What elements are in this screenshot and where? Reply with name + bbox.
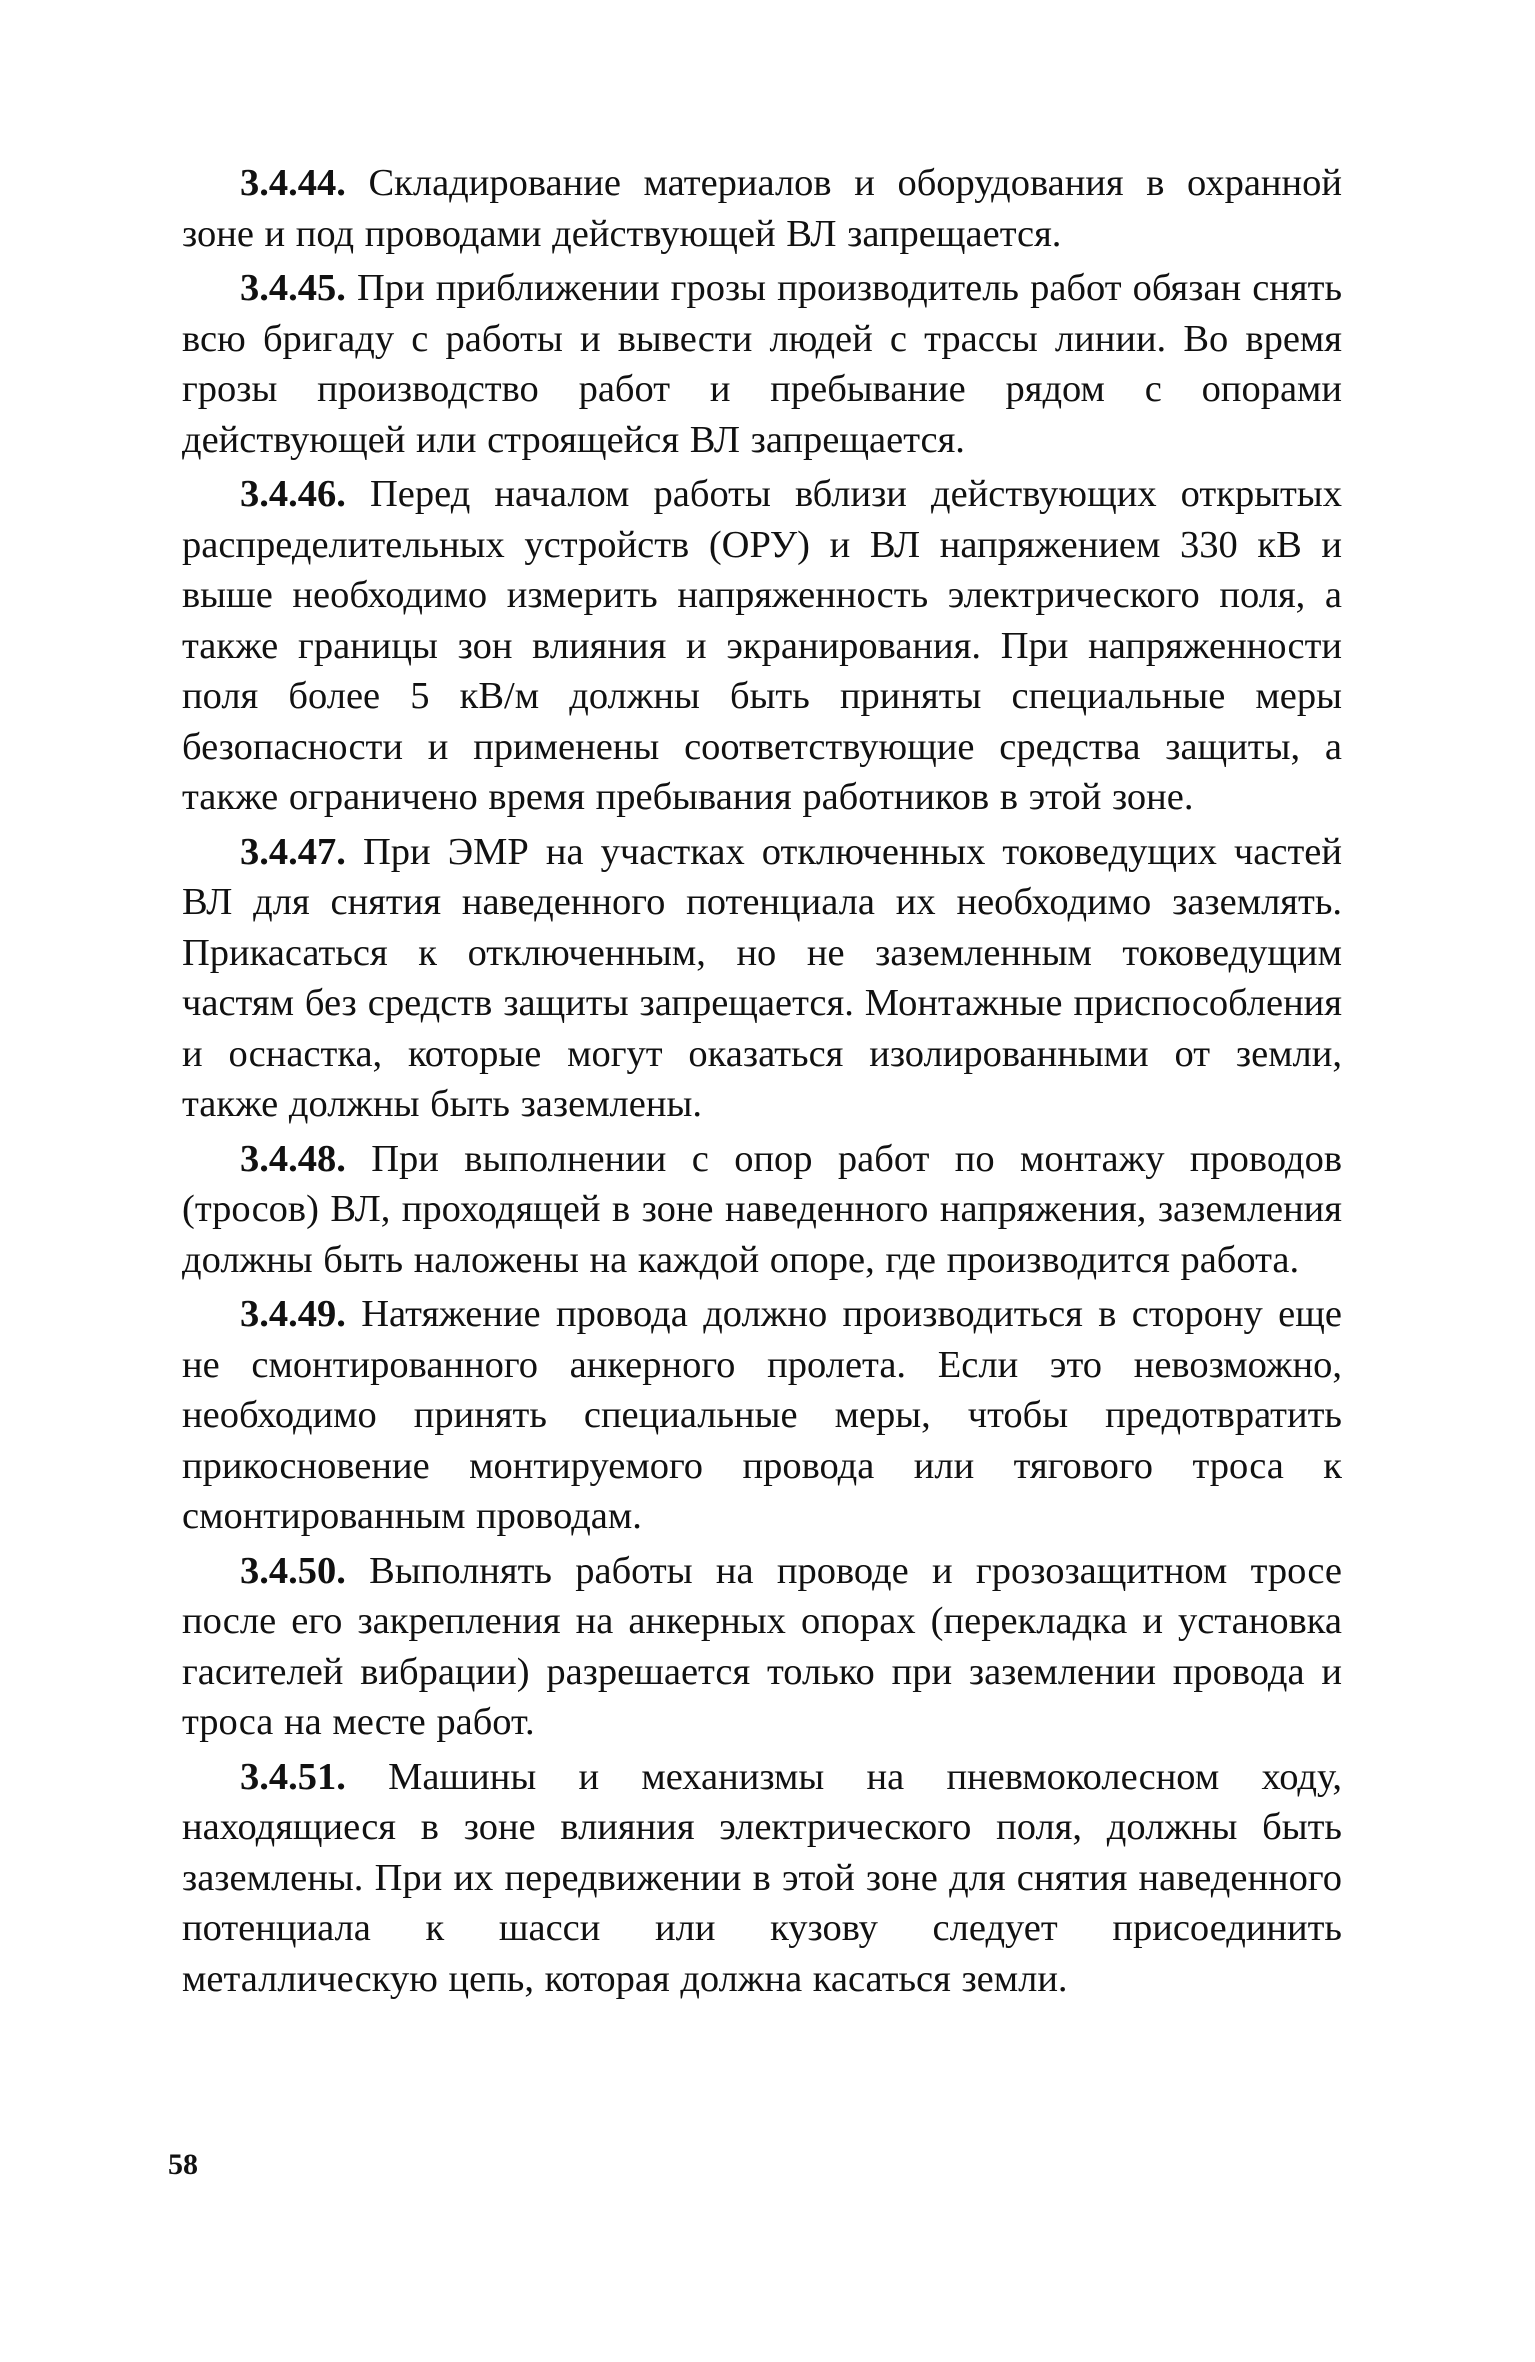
paragraph-text: Складирование материалов и оборудования в охранной зоне и под проводами действующей ВЛ запрещается. — [182, 162, 1342, 255]
paragraph-number: 3.4.47. — [240, 830, 346, 873]
paragraph-number: 3.4.46. — [240, 473, 346, 515]
paragraph-text: При выполнении с опор работ по монтажу проводов (тросов) ВЛ, проходящей в зоне наведенного напряжения, заземления должны быть наложены на каждой опоре, где производится работа. — [182, 1137, 1342, 1281]
paragraph-3-4-50 — [182, 1546, 1342, 1748]
paragraph-number: 3.4.44. — [240, 162, 346, 204]
paragraph-text: При приближении грозы производитель работ обязан снять всю бригаду с работы и вывести людей с трассы линии. Во время грозы производство работ и пребывание рядом с опорами действующей или строящейся ВЛ запрещается. — [182, 267, 1342, 461]
paragraph-text: Выполнять работы на проводе и грозозащитном тросе после его закрепления на анкерных опорах (перекладка и установка гасителей вибрации) разрешается только при заземлении провода и троса на месте работ. — [182, 1549, 1342, 1743]
paragraph-number: 3.4.50. — [240, 1549, 346, 1592]
paragraph-3-4-47 — [182, 827, 1342, 1130]
paragraph-number: 3.4.45. — [240, 267, 346, 309]
paragraph-3-4-46 — [182, 469, 1342, 823]
paragraph-3-4-44 — [182, 158, 1342, 259]
paragraph-3-4-48 — [182, 1134, 1342, 1286]
paragraph-3-4-49 — [182, 1289, 1342, 1542]
paragraph-3-4-45 — [182, 263, 1342, 465]
paragraph-text: При ЭМР на участках отключенных токоведущих частей ВЛ для снятия наведенного потенциала их необходимо заземлять. Прикасаться к отключенным, но не заземленным токоведущим частям без средств защиты запрещается. Монтажные приспособления и оснастка, которые могут оказаться изолированными от земли, также должны быть заземлены. — [182, 830, 1342, 1125]
paragraph-number: 3.4.49. — [240, 1293, 346, 1335]
document-page — [182, 158, 1342, 2008]
paragraph-number: 3.4.51. — [240, 1755, 346, 1798]
paragraph-number: 3.4.48. — [240, 1137, 346, 1180]
paragraph-text: Машины и механизмы на пневмоколесном ходу, находящиеся в зоне влияния электрического поля, должны быть заземлены. При их передвижении в этой зоне для снятия наведенного потенциала к шасси или кузову следует присоединить металлическую цепь, которая должна касаться земли. — [182, 1755, 1342, 2000]
paragraph-text: Перед началом работы вблизи действующих открытых распределительных устройств (ОРУ) и ВЛ напряжением 330 кВ и выше необходимо измерить напряженность электрического поля, а также границы зон влияния и экранирования. При напряженности поля более 5 кВ/м должны быть приняты специальные меры безопасности и применены соответствующие средства защиты, а также ограничено время пребывания работников в этой зоне. — [182, 473, 1342, 818]
page-number: 58 — [168, 2148, 198, 2181]
paragraph-text: Натяжение провода должно производиться в сторону еще не смонтированного анкерного пролета. Если это невозможно, необходимо принять специальные меры, чтобы предотвратить прикосновение монтируемого провода или тягового троса к смонтированным проводам. — [182, 1293, 1342, 1537]
paragraph-3-4-51 — [182, 1752, 1342, 2005]
